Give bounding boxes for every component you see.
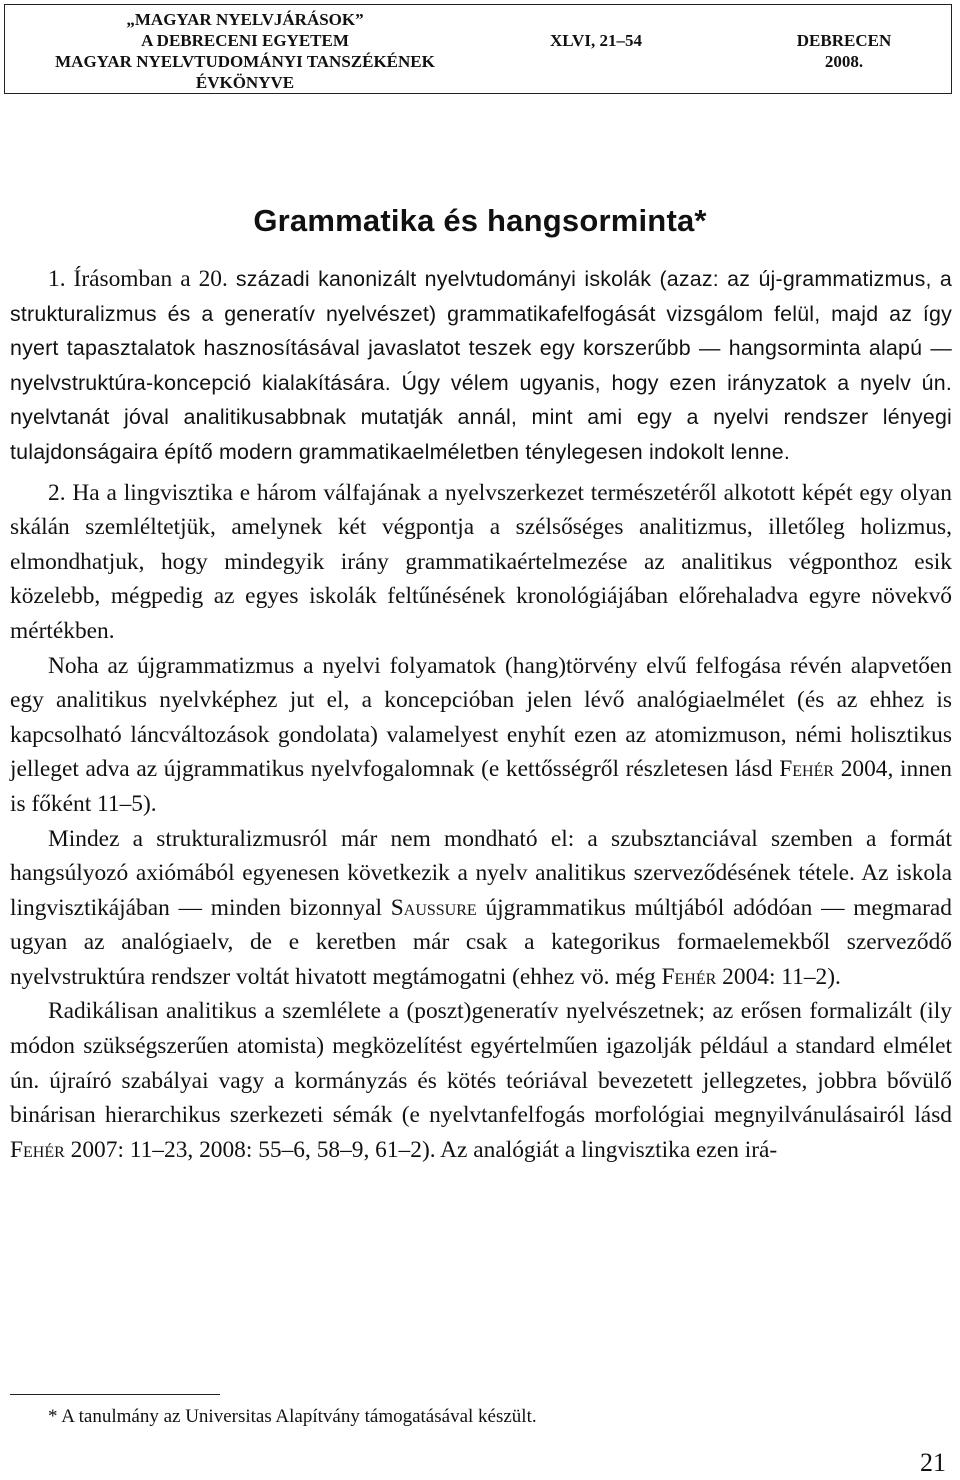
city: DEBRECEN (796, 31, 892, 50)
paragraph-1-start: 1. Írásomban a 20. (48, 266, 228, 292)
footnote-rule (10, 1394, 220, 1395)
paragraph-1 (10, 262, 952, 470)
author-citation: Saussure (390, 894, 477, 921)
paragraph-1-text: századi kanonizált nyelvtudományi iskolák (azaz: az új-grammatizmus, a strukturalizmus és a generatív nyelvészet) grammatikafelfogását vizsgálom felül, majd az így nyert tapasztalatok hasznosításával javaslatot teszek egy korszerűbb — hangsorminta alapú — nyelvstruktúra-koncepció kialakítására. Úgy vélem ugyanis, hogy ezen irányzatok a nyelv ún. nyelvtanát jóval analitikusabbnak mutatják annál, mint ami egy a nyelvi rendszer lényegi tulajdonságaira építő modern grammatikaelméletben ténylegesen indokolt lenne. (10, 267, 952, 464)
journal-line: MAGYAR NYELVTUDOMÁNYI TANSZÉKÉNEK (55, 52, 435, 71)
journal-line: A DEBRECENI EGYETEM (141, 31, 349, 50)
paragraph-5-end: 2007: 11–23, 2008: 55–6, 58–9, 61–2). Az analógiát a lingvisztika ezen irá- (70, 1136, 778, 1163)
author-citation: Fehér (10, 1136, 65, 1163)
paragraph-2-text: Ha a lingvisztika e három válfajának a nyelvszerkezet természetéről alkotott képét egy olyan skálán szemléltetjük, amelynek két végpontja a szélsőséges analitizmus, illetőleg holizmus, elmondhatjuk, hogy mindegyik irány grammatikaértelmezése az analitikus végponthoz esik közelebb, mégpedig az egyes iskolák feltűnésének kronológiájában előrehaladva egyre növekvő mértékben. (10, 479, 952, 644)
paragraph-2 (10, 476, 952, 649)
paragraph-3 (10, 649, 952, 822)
place-year (789, 30, 899, 72)
journal-header (4, 4, 952, 94)
paragraph-4-middle: újgrammatikus múltjából adódóan — megmarad ugyan az analógiaelv, de e keretben már csak a kategorikus formaelemekből szerveződő nyelvstruktúra rendszer voltát hivatott megtámogatni (ehhez vö. még (10, 894, 952, 990)
footnote: * A tanulmány az Universitas Alapítvány támogatásával készült. (48, 1406, 537, 1427)
section-number-2: 2. (48, 479, 66, 506)
author-citation: Fehér (661, 963, 717, 990)
article-body (10, 262, 952, 1167)
year: 2008. (824, 52, 864, 71)
paragraph-3-text: Noha az újgrammatizmus a nyelvi folyamatok (hang)törvény elvű felfogása révén alapvetően egy analitikus nyelvképhez jut el, a koncepcióban jelen lévő analógiaelmélet (és az ehhez is kapcsolható láncváltozások gondolata) valamelyest enyhít ezen az atomizmuson, némi holisztikus jelleget adva az újgrammatikus nyelvfogalomnak (e kettősségről részletesen lásd (10, 652, 952, 783)
paragraph-5 (10, 994, 952, 1167)
paragraph-4 (10, 822, 952, 995)
author-citation: Fehér (779, 756, 835, 783)
volume-pages: XLVI, 21–54 (550, 31, 642, 50)
paragraph-4-text: Mindez a strukturalizmusról már nem mondható el: a szubsztanciával szemben a formát hangsúlyozó axiómából egyenesen következik a nyelv analitikus szerveződésének tétele. Az iskola lingvisztikájában — minden bizonnyal (10, 825, 952, 921)
paragraph-3-end: 2004, innen is főként 11–5). (10, 756, 952, 817)
article-title: Grammatika és hangsorminta* (253, 203, 707, 238)
paragraph-4-end: 2004: 11–2). (722, 963, 841, 990)
page-number: 21 (920, 1448, 946, 1477)
paragraph-5-text: Radikálisan analitikus a szemlélete a (poszt)generatív nyelvészetnek; az erősen formalizált (ily módon szükségszerűen atomista) megközelítést egyértelműen igazolják például a standard elmélet ún. újraíró szabályai vagy a kormányzás és kötés teóriával bevezetett jellegzetes, jobbra bővülő binárisan hierarchikus szerkezeti sémák (e nyelvtanfelfogás morfológiai megnyilvánulásairól lásd (10, 998, 952, 1129)
journal-line: „MAGYAR NYELVJÁRÁSOK” (126, 10, 364, 29)
journal-name (5, 9, 485, 93)
journal-line: ÉVKÖNYVE (195, 73, 295, 92)
